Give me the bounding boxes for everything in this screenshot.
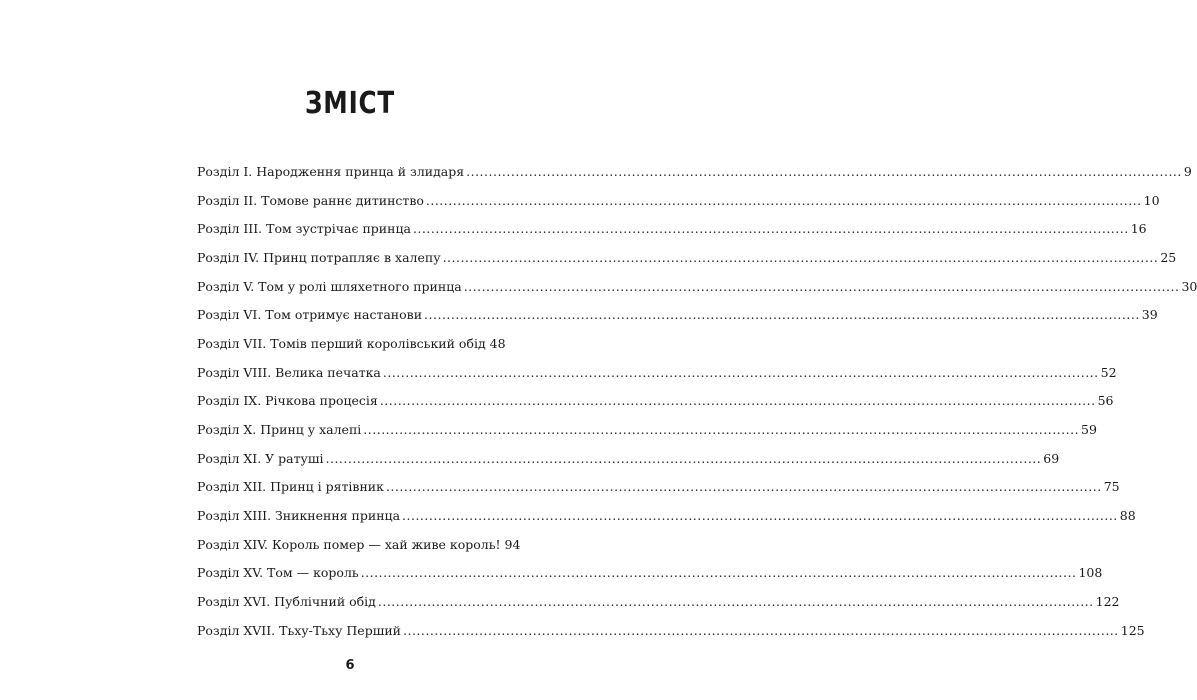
toc-entry-page: 10 [1143, 192, 1160, 208]
toc-leader-dots [426, 193, 1142, 208]
toc-entry [197, 387, 1114, 416]
toc-entry [197, 243, 1177, 272]
toc-entry [197, 214, 1147, 243]
toc-leader-dots [380, 393, 1096, 408]
toc-entry-label: Розділ XIII. Зникнення принца [197, 508, 401, 524]
toc-entry [197, 358, 1117, 387]
toc-entry-page: 30 [1181, 278, 1197, 294]
toc-entry-page: 39 [1141, 307, 1158, 323]
toc-entry [197, 444, 1060, 473]
toc-entry-page: 125 [1120, 622, 1145, 638]
toc-entry [197, 186, 1160, 215]
table-of-contents [197, 157, 1197, 645]
toc-entry [197, 616, 1145, 645]
toc-entry [197, 329, 504, 358]
page-number: 6 [345, 658, 355, 673]
toc-entry-label: Розділ X. Принц у халепі [197, 422, 362, 438]
toc-leader-dots [413, 221, 1129, 236]
toc-entry [197, 501, 1136, 530]
toc-entry [197, 272, 1197, 301]
toc-entry-page: 108 [1078, 565, 1103, 581]
toc-leader-dots [466, 164, 1182, 179]
toc-leader-dots [386, 479, 1102, 494]
toc-entry-label: Розділ V. Том у ролі шляхетного принца [197, 278, 462, 294]
toc-entry-page: 25 [1160, 249, 1177, 265]
toc-entry-page: 122 [1095, 594, 1120, 610]
toc-leader-dots [424, 307, 1140, 322]
toc-entry-page: 94 [504, 536, 521, 552]
toc-entry-label: Розділ IX. Річкова процесія [197, 393, 378, 409]
toc-entry-label: Розділ VIII. Велика печатка [197, 364, 381, 380]
toc-entry [197, 415, 1097, 444]
toc-entry-label: Розділ VI. Том отримує настанови [197, 307, 423, 323]
toc-leader-dots [378, 594, 1094, 609]
page-title: ЗМІСТ [304, 86, 396, 122]
toc-entry-page: 52 [1100, 364, 1117, 380]
toc-leader-dots [383, 365, 1099, 380]
toc-entry-label: Розділ І. Народження принца й злидаря [197, 163, 465, 179]
toc-entry-page: 9 [1183, 163, 1192, 179]
toc-entry [197, 157, 1192, 186]
toc-entry-page: 88 [1119, 508, 1136, 524]
toc-entry-page: 75 [1103, 479, 1120, 495]
toc-leader-dots [326, 451, 1042, 466]
toc-leader-dots [361, 565, 1077, 580]
toc-entry-page: 69 [1043, 450, 1060, 466]
toc-entry [197, 473, 1120, 502]
toc-leader-dots [403, 623, 1119, 638]
toc-leader-dots [464, 279, 1180, 294]
toc-entry-label: Розділ ІІІ. Том зустрічає принца [197, 221, 411, 237]
toc-entry-page: 16 [1130, 221, 1147, 237]
toc-entry-page: 48 [489, 335, 506, 351]
toc-entry [197, 559, 1103, 588]
toc-entry-label: Розділ VII. Томів перший королівський обід [197, 335, 486, 351]
toc-entry [197, 300, 1158, 329]
toc-entry-label: Розділ XIV. Король помер — хай живе король! [197, 536, 501, 552]
toc-entry-label: Розділ XVII. Тьху-Тьху Перший [197, 622, 401, 638]
toc-leader-dots [402, 508, 1118, 523]
toc-entry-page: 56 [1097, 393, 1114, 409]
toc-entry-page: 59 [1081, 422, 1097, 438]
toc-entry [197, 530, 521, 559]
toc-entry-label: Розділ XII. Принц і рятівник [197, 479, 384, 495]
toc-entry-label: Розділ ІІ. Томове раннє дитинство [197, 192, 424, 208]
toc-entry-label: Розділ IV. Принц потрапляє в халепу [197, 249, 441, 265]
toc-entry [197, 587, 1120, 616]
toc-entry-label: Розділ XI. У ратуші [197, 450, 324, 466]
toc-leader-dots [443, 250, 1159, 265]
toc-leader-dots [363, 422, 1079, 437]
toc-entry-label: Розділ XV. Том — король [197, 565, 359, 581]
toc-entry-label: Розділ XVI. Публічний обід [197, 594, 376, 610]
